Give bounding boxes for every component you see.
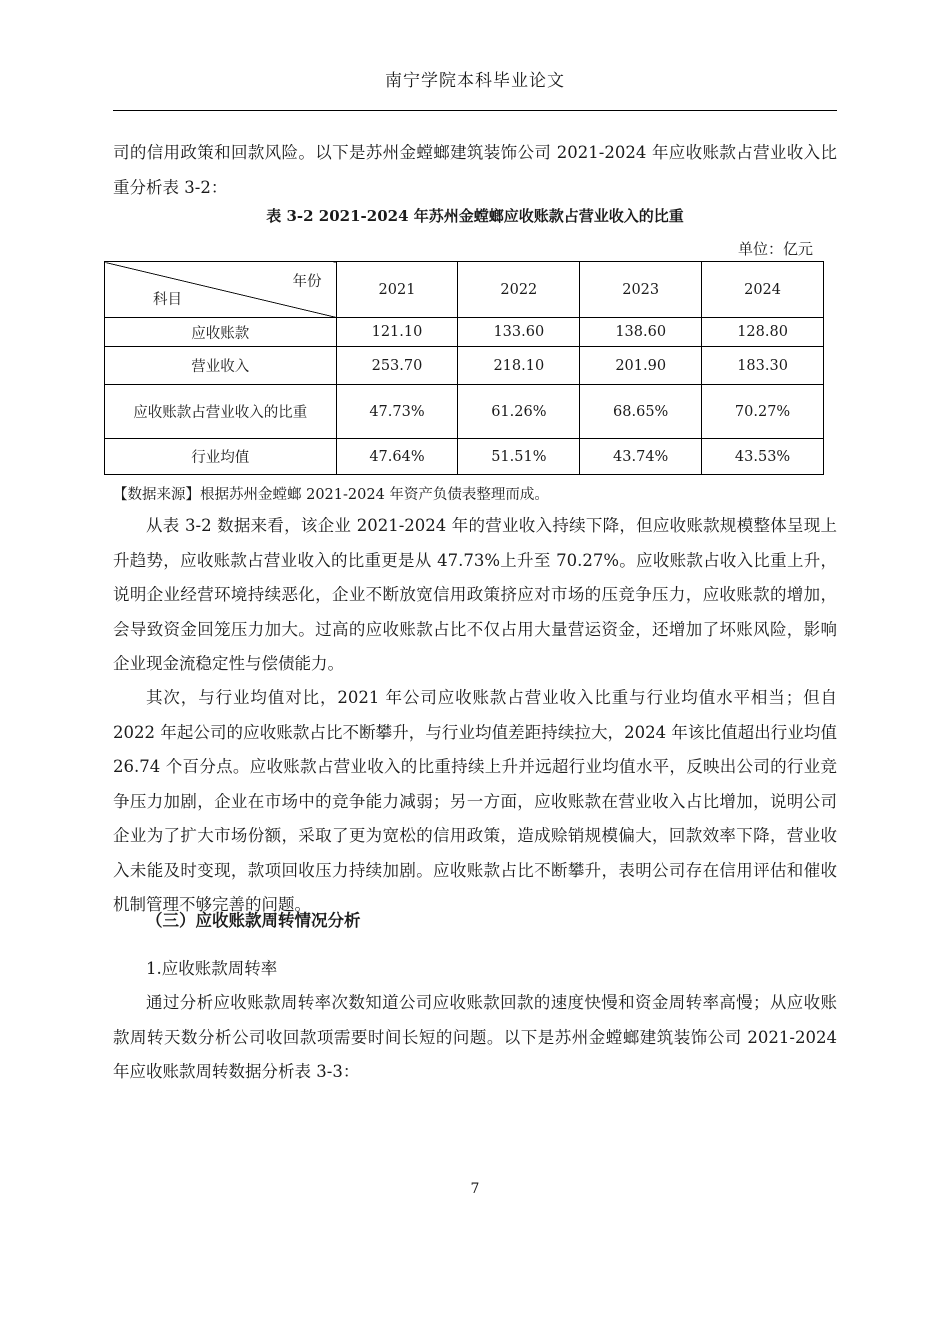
table-row (105, 347, 824, 385)
row-label: 应收账款占营业收入的比重 (105, 385, 337, 439)
table-cell: 201.90 (580, 347, 702, 385)
table-row (105, 385, 824, 439)
table-caption: 表 3-2 2021-2024 年苏州金螳螂应收账款占营业收入的比重 (266, 207, 684, 225)
table-cell: 133.60 (458, 318, 580, 347)
table-cell: 138.60 (580, 318, 702, 347)
table-cell: 183.30 (702, 347, 824, 385)
paragraph-analysis-1: 从表 3-2 数据来看，该企业 2021-2024 年的营业收入持续下降，但应收账款规模整体呈现上升趋势，应收账款占营业收入的比重更是从 47.73%上升至 70.27%。应收账款占收入比重上升，说明企业经营环境持续恶化，企业不断放宽信用政策挤应对市场的压竞争压力，应收账款的增加，会导致资金回笼压力加大。过高的应收账款占比不仅占用大量营运资金，还增加了坏账风险，影响企业现金流稳定性与偿债能力。 (113, 516, 837, 673)
year-header: 2024 (702, 262, 824, 318)
table-row (105, 318, 824, 347)
paragraph-analysis-2: 其次，与行业均值对比，2021 年公司应收账款占营业收入比重与行业均值水平相当；但自 2022 年起公司的应收账款占比不断攀升，与行业均值差距持续拉大，2024 年该比值超出行业均值 26.74 个百分点。应收账款占营业收入的比重持续上升并远超行业均值水平，反映出公司的行业竞争压力加剧，企业在市场中的竞争能力减弱；另一方面，应收账款在营业收入占比增加，说明公司企业为了扩大市场份额，采取了更为宽松的信用政策，造成赊销规模偏大，回款效率下降，营业收入未能及时变现，款项回收压力持续加剧。应收账款占比不断攀升，表明公司存在信用评估和催收机制管理不够完善的问题。 (113, 688, 837, 914)
table-source-note: 【数据来源】根据苏州金螳螂 2021-2024 年资产负债表整理而成。 (113, 487, 549, 503)
table-cell: 68.65% (580, 385, 702, 439)
header-year-label: 年份 (292, 274, 322, 290)
section-heading: （三）应收账款周转情况分析 (146, 911, 361, 930)
ratio-table (104, 261, 824, 475)
table-cell: 218.10 (458, 347, 580, 385)
table-cell: 51.51% (458, 439, 580, 475)
paragraph-intro: 司的信用政策和回款风险。以下是苏州金螳螂建筑装饰公司 2021-2024 年应收账款占营业收入比重分析表 3-2： (113, 143, 837, 197)
header-subject-label: 科目 (153, 292, 182, 308)
table-cell: 70.27% (702, 385, 824, 439)
year-header: 2023 (580, 262, 702, 318)
table-cell: 47.73% (336, 385, 458, 439)
diagonal-header-cell (105, 262, 337, 318)
page-number: 7 (470, 1181, 480, 1197)
year-header: 2022 (458, 262, 580, 318)
table-cell: 121.10 (336, 318, 458, 347)
paragraph-turnover-intro: 通过分析应收账款周转率次数知道公司应收账款回款的速度快慢和资金周转率高慢；从应收账款周转天数分析公司收回款项需要时间长短的问题。以下是苏州金螳螂建筑装饰公司 2021-2024 年应收账款周转数据分析表 3-3： (113, 993, 837, 1081)
table-cell: 43.74% (580, 439, 702, 475)
table-cell: 253.70 (336, 347, 458, 385)
table-unit: 单位：亿元 (737, 240, 813, 258)
page-header-title: 南宁学院本科毕业论文 (385, 71, 565, 91)
table-row (105, 439, 824, 475)
table-cell: 128.80 (702, 318, 824, 347)
table-header-row (105, 262, 824, 318)
table-cell: 47.64% (336, 439, 458, 475)
row-label: 应收账款 (105, 318, 337, 347)
table-cell: 61.26% (458, 385, 580, 439)
row-label: 营业收入 (105, 347, 337, 385)
table-cell: 43.53% (702, 439, 824, 475)
year-header: 2021 (336, 262, 458, 318)
row-label: 行业均值 (105, 439, 337, 475)
header-divider (113, 110, 837, 111)
subsection-heading: 1.应收账款周转率 (146, 959, 278, 978)
